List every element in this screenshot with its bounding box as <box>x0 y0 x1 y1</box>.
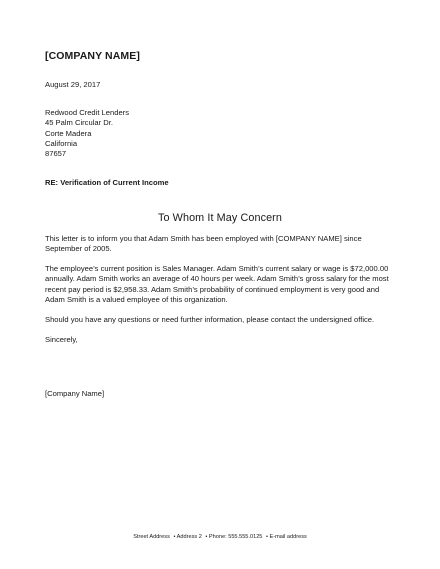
subject-line: RE: Verification of Current Income <box>45 178 169 187</box>
body-paragraph: This letter is to inform you that Adam Smith has been employed with [COMPANY NAME] since September of 2005. <box>45 234 362 254</box>
letter-date: August 29, 2017 <box>45 80 101 89</box>
footer-email: • E-mail address <box>265 534 307 540</box>
body-paragraph: Should you have any questions or need further information, please contact the undersigned office. <box>45 315 375 324</box>
recipient-address <box>45 108 129 159</box>
company-name-header: [COMPANY NAME] <box>45 50 140 62</box>
recipient-line: California <box>45 138 78 148</box>
recipient-line: Corte Madera <box>45 128 92 138</box>
closing: Sincerely, <box>45 335 78 344</box>
recipient-line: 45 Palm Circular Dr. <box>45 118 113 128</box>
footer-street: Street Address <box>133 534 170 540</box>
body-paragraph: The employee’s current position is Sales Manager. Adam Smith’s current salary or wage is $72,000.00 annually. Adam Smith works an average of 40 hours per week. Adam Smith’s gross salary for the most recent pay period is $2,958.33. Adam Smith’s probability of continued employment is very good and Adam Smith is a valued employee of this organization. <box>45 264 389 304</box>
signature-name: [Company Name] <box>45 389 105 398</box>
letter-footer <box>0 534 440 540</box>
recipient-line: Redwood Credit Lenders <box>45 108 130 117</box>
recipient-line: 87657 <box>45 149 67 159</box>
footer-phone: • Phone: 555.555.0125 <box>205 534 263 540</box>
letter-title: To Whom It May Concern <box>157 212 282 224</box>
footer-address2: • Address 2 <box>173 534 202 540</box>
